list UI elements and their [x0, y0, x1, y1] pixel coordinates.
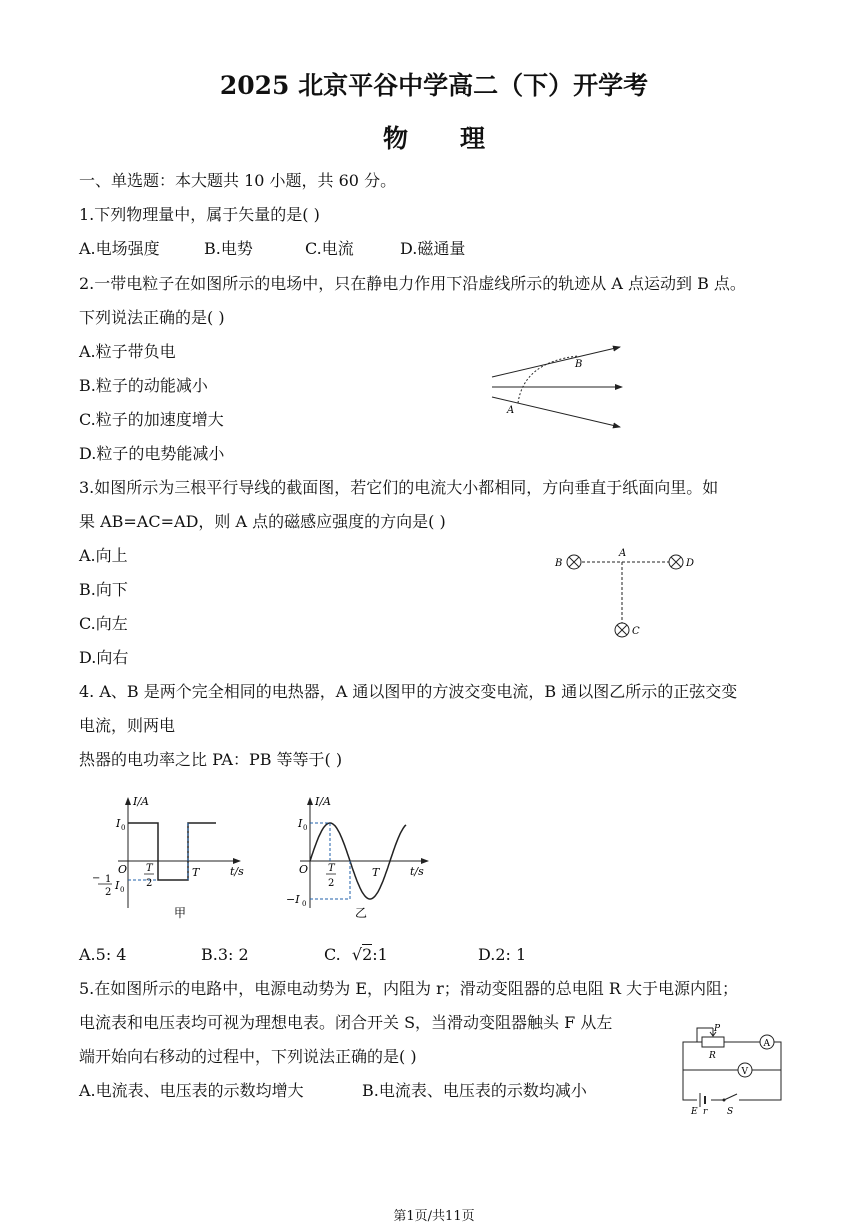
- q3-option-d: D.向右: [79, 648, 129, 667]
- subject-char-1: 物: [382, 124, 408, 153]
- subject-char-2: 理: [460, 124, 486, 153]
- q2-option-c: C.粒子的加速度增大: [79, 410, 224, 429]
- graph-a-caption: 甲: [174, 906, 187, 920]
- q5-stem-line2: 电流表和电压表均可视为理想电表。闭合开关 S，当滑动变阻器触头 F 从左: [79, 1013, 613, 1032]
- battery-icon: [697, 1093, 711, 1107]
- y-bottom-sub: 0: [120, 886, 125, 894]
- period-label: T: [192, 866, 200, 879]
- y-top-sub: 0: [303, 824, 308, 832]
- half-period-num: T: [328, 863, 335, 874]
- q2-option-b: B.粒子的动能减小: [79, 376, 208, 395]
- q4-stem-line3: 热器的电功率之比 PA：PB 等等于( ): [79, 750, 343, 769]
- origin-label: O: [299, 863, 309, 876]
- q4-option-c-suffix: :1: [372, 945, 388, 964]
- q4-option-c-label: C.: [324, 945, 341, 964]
- svg-text:V: V: [741, 1067, 748, 1077]
- point-b-label: B: [575, 359, 583, 370]
- q3-option-a: A.向上: [79, 546, 128, 565]
- q3-stem-line2: 果 AB=AC=AD，则 A 点的磁感应强度的方向是( ): [79, 512, 446, 531]
- y-bottom-var: I: [115, 879, 120, 892]
- q2-stem-line1: 2.一带电粒子在如图所示的电场中，只在静电力作用下沿虚线所示的轨迹从 A 点运动到 B 点。: [79, 274, 746, 293]
- subject-title: [0, 119, 868, 155]
- q5-stem-line3: 端开始向右移动的过程中，下列说法正确的是( ): [79, 1047, 417, 1066]
- wire-d-label: D: [686, 558, 695, 569]
- q4-stem-line2: 电流，则两电: [79, 716, 176, 735]
- slider-p-label: P: [714, 1024, 721, 1034]
- y-bottom-num: 1: [105, 874, 112, 885]
- q5-circuit-figure: [675, 1022, 790, 1117]
- switch-s-label: S: [727, 1107, 734, 1117]
- q4-option-c-radicand: 2: [362, 945, 373, 964]
- q2-option-a: A.粒子带负电: [79, 342, 176, 361]
- x-axis-label: t/s: [230, 865, 244, 878]
- q5-option-a: A.电流表、电压表的示数均增大: [79, 1081, 304, 1100]
- wire-d-icon: [669, 555, 683, 569]
- q4-option-c: [324, 945, 388, 965]
- page-number: 第1页/共11页: [393, 1209, 475, 1224]
- y-top-sub: 0: [121, 824, 126, 832]
- wire-c-icon: [615, 623, 629, 637]
- wire-b-label: B: [555, 558, 563, 569]
- square-wave: [128, 823, 216, 880]
- voltmeter-icon: [738, 1063, 752, 1077]
- field-line-top: [492, 347, 620, 377]
- q2-field-figure: [480, 340, 630, 435]
- y-bottom-den: 2: [105, 887, 112, 898]
- emf-e-label: E: [691, 1107, 698, 1117]
- q4-graph-b: [282, 790, 442, 925]
- y-top-label: I: [116, 817, 121, 830]
- sqrt-icon: √2: [351, 945, 373, 964]
- point-a-label: A: [507, 405, 515, 416]
- half-period-den: 2: [146, 878, 153, 889]
- q4-option-a: A.5: 4: [79, 945, 127, 964]
- half-period-num: T: [146, 863, 153, 874]
- y-axis-label: I/A: [133, 795, 149, 808]
- resistor-r-label: R: [709, 1051, 716, 1061]
- wire-b-icon: [567, 555, 581, 569]
- period-label: T: [372, 866, 380, 879]
- y-bottom-sub: 0: [302, 900, 307, 908]
- y-axis-label: I/A: [315, 795, 331, 808]
- q4-graph-a: [88, 790, 258, 925]
- q3-stem-line1: 3.如图所示为三根平行导线的截面图，若它们的电流大小都相同，方向垂直于纸面向里。如: [79, 478, 719, 497]
- half-period-den: 2: [328, 878, 335, 889]
- q4-option-d: D.2: 1: [478, 945, 527, 964]
- svg-text:−: −: [92, 873, 101, 884]
- point-a-label: A: [619, 548, 627, 559]
- q2-option-d: D.粒子的电势能减小: [79, 444, 225, 463]
- ammeter-icon: [760, 1035, 774, 1049]
- q5-stem-line1: 5.在如图所示的电路中，电源电动势为 E，内阻为 r；滑动变阻器的总电阻 R 大于电源内阻；: [79, 979, 738, 998]
- document-title: 2025 北京平谷中学高二（下）开学考: [219, 71, 649, 100]
- q1-option-c: C.电流: [305, 239, 354, 258]
- origin-label: O: [118, 863, 128, 876]
- q2-stem-line2: 下列说法正确的是( ): [79, 308, 225, 327]
- q3-wires-figure: [548, 545, 708, 645]
- q3-option-c: C.向左: [79, 614, 128, 633]
- internal-r-label: r: [703, 1107, 708, 1117]
- q4-option-b: B.3: 2: [201, 945, 249, 964]
- q4-stem-line1: 4. A、B 是两个完全相同的电热器，A 通以图甲的方波交变电流，B 通以图乙所示的正弦交变: [79, 682, 738, 701]
- y-top-label: I: [298, 817, 303, 830]
- wire-c-label: C: [632, 626, 640, 637]
- graph-b-caption: 乙: [355, 906, 368, 920]
- q1-option-b: B.电势: [204, 239, 253, 258]
- svg-text:A: A: [763, 1039, 770, 1049]
- q5-option-b: B.电流表、电压表的示数均减小: [362, 1081, 587, 1100]
- y-bottom-label: −I: [286, 893, 300, 906]
- section-heading: 一、单选题：本大题共 10 小题，共 60 分。: [79, 171, 397, 190]
- x-axis-label: t/s: [410, 865, 424, 878]
- q1-stem: 1.下列物理量中，属于矢量的是( ): [79, 205, 320, 224]
- switch-icon: [723, 1094, 740, 1105]
- q1-option-a: A.电场强度: [79, 239, 160, 258]
- particle-trajectory: [518, 356, 578, 403]
- q1-option-d: D.磁通量: [400, 239, 466, 258]
- q3-option-b: B.向下: [79, 580, 128, 599]
